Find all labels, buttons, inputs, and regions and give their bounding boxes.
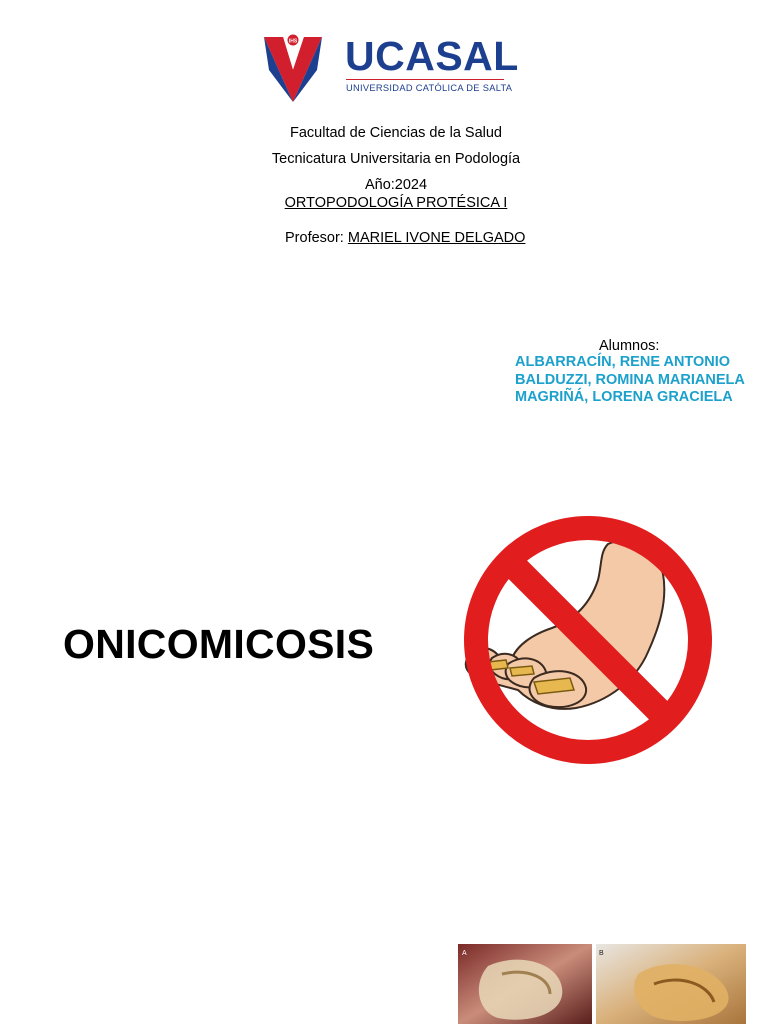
logo-divider <box>346 79 504 80</box>
logo-wordmark: UCASAL <box>345 33 519 79</box>
student-name-3: MAGRIÑÁ, LORENA GRACIELA <box>515 389 733 405</box>
logo-subtitle: UNIVERSIDAD CATÓLICA DE SALTA <box>346 83 513 93</box>
student-name-1: ALBARRACÍN, RENE ANTONIO <box>515 354 731 370</box>
faculty-name: Facultad de Ciencias de la Salud <box>290 125 502 141</box>
photo-label-a: A <box>462 950 467 957</box>
student-name-2: BALDUZZI, ROMINA MARIANELA <box>515 372 745 388</box>
students-label: Alumnos: <box>599 338 660 354</box>
course-name-text: ORTOPODOLOGÍA PROTÉSICA I <box>284 195 508 211</box>
professor-name: MARIEL IVONE DELGADO <box>347 230 526 246</box>
logo-emblem-text: IHS <box>288 38 298 45</box>
course-name <box>0 196 768 211</box>
document-title: ONICOMICOSIS <box>63 621 375 667</box>
prohibited-foot-icon <box>458 512 718 768</box>
clinical-photos <box>458 944 746 1024</box>
program-name: Tecnicatura Universitaria en Podología <box>271 151 521 167</box>
professor-line <box>285 230 525 246</box>
year: Año:2024 <box>364 177 428 193</box>
photo-label-b: B <box>599 950 604 957</box>
professor-label: Profesor: <box>285 230 344 246</box>
